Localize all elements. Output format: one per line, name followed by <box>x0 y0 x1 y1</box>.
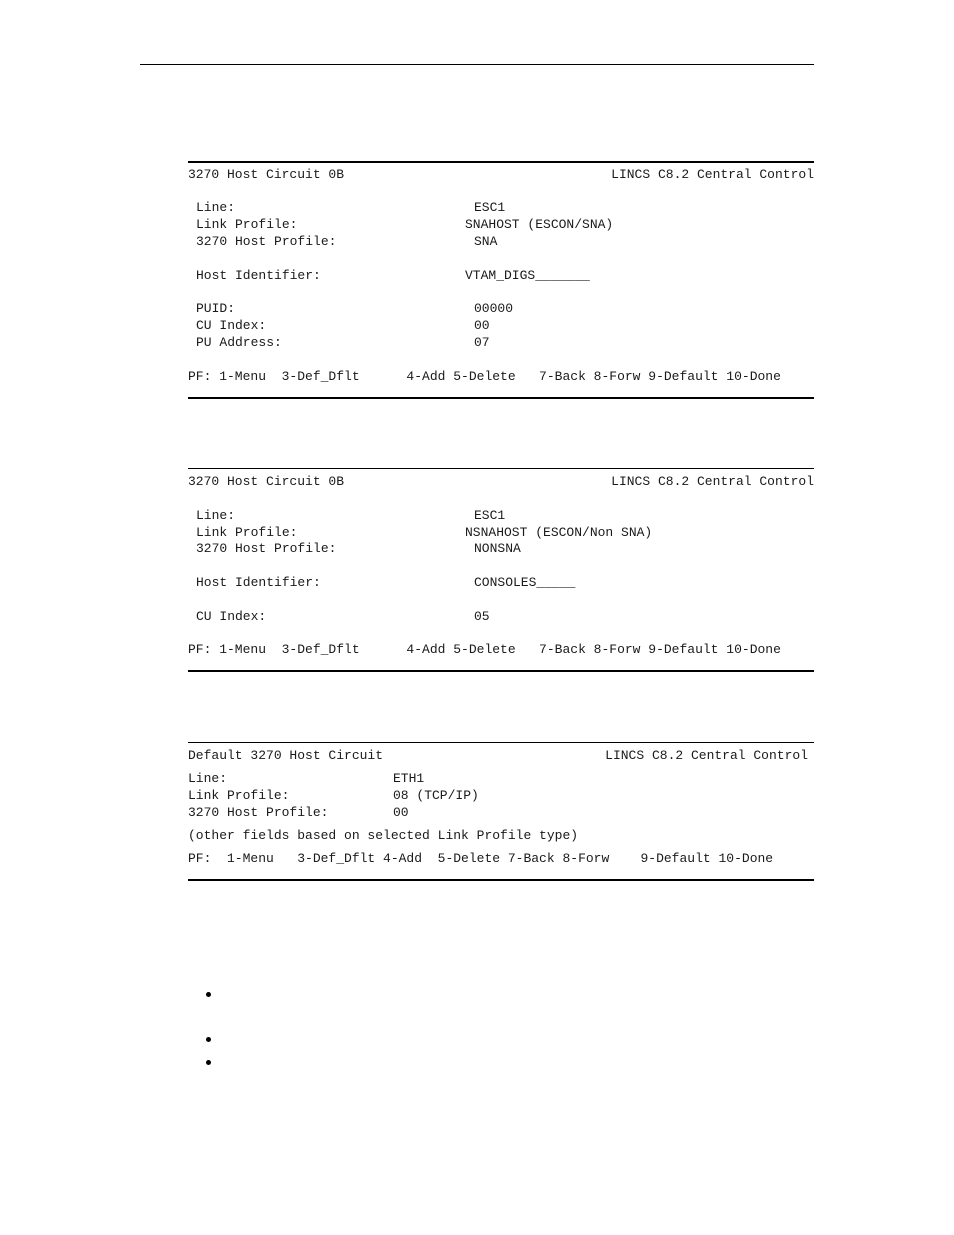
host-identifier-label: Host Identifier: <box>196 268 321 283</box>
host-identifier-field[interactable]: VTAM_DIGS_______ <box>465 268 590 283</box>
panel-top-rule <box>188 742 814 743</box>
page-header-rule <box>140 64 814 65</box>
puid-label: PUID: <box>196 301 236 316</box>
host-profile-value: 00 <box>393 805 409 820</box>
host-profile-value: SNA <box>474 234 498 249</box>
host-identifier-field[interactable]: CONSOLES_____ <box>474 575 576 590</box>
pf-key-bar: PF: 1-Menu 3-Def_Dflt 4-Add 5-Delete 7-Back 8-Forw 9-Default 10-Done <box>188 642 781 657</box>
pf-key-bar: PF: 1-Menu 3-Def_Dflt 4-Add 5-Delete 7-Back 8-Forw 9-Default 10-Done <box>188 369 781 384</box>
link-profile-value: 08 (TCP/IP) <box>393 788 479 803</box>
host-profile-label: 3270 Host Profile: <box>188 805 329 820</box>
note-text: (other fields based on selected Link Profile type) <box>188 828 579 843</box>
screen-title: 3270 Host Circuit 0B <box>188 474 345 489</box>
panel-top-rule <box>188 468 814 469</box>
panel-bottom-rule <box>188 670 814 672</box>
cu-index-field[interactable]: 00 <box>474 318 490 333</box>
host-profile-label: 3270 Host Profile: <box>196 541 337 556</box>
screen-header-right: LINCS C8.2 Central Control <box>611 474 814 489</box>
line-label: Line: <box>196 200 236 215</box>
panel-bottom-rule <box>188 879 814 881</box>
host-identifier-label: Host Identifier: <box>196 575 321 590</box>
screen-header-right: LINCS C8.2 Central Control <box>605 748 808 763</box>
link-profile-label: Link Profile: <box>196 217 298 232</box>
pf-key-bar: PF: 1-Menu 3-Def_Dflt 4-Add 5-Delete 7-Back 8-Forw 9-Default 10-Done <box>188 851 774 866</box>
cu-index-label: CU Index: <box>196 318 267 333</box>
line-label: Line: <box>188 771 228 786</box>
cu-index-label: CU Index: <box>196 609 267 624</box>
screen-title: Default 3270 Host Circuit <box>188 748 384 763</box>
bullet-marker <box>206 992 211 997</box>
puid-field[interactable]: 00000 <box>474 301 514 316</box>
link-profile-value: SNAHOST (ESCON/SNA) <box>465 217 614 232</box>
screen-header-right: LINCS C8.2 Central Control <box>611 167 814 182</box>
panel-bottom-rule <box>188 397 814 399</box>
link-profile-label: Link Profile: <box>188 788 290 803</box>
line-value: ETH1 <box>393 771 425 786</box>
panel-top-rule <box>188 161 814 163</box>
host-profile-value: NONSNA <box>474 541 521 556</box>
link-profile-value: NSNAHOST (ESCON/Non SNA) <box>465 525 653 540</box>
link-profile-label: Link Profile: <box>196 525 298 540</box>
cu-index-field[interactable]: 05 <box>474 609 490 624</box>
line-value: ESC1 <box>474 508 506 523</box>
screen-title: 3270 Host Circuit 0B <box>188 167 345 182</box>
pu-address-field[interactable]: 07 <box>474 335 490 350</box>
line-value: ESC1 <box>474 200 506 215</box>
pu-address-label: PU Address: <box>196 335 282 350</box>
host-profile-label: 3270 Host Profile: <box>196 234 337 249</box>
bullet-marker <box>206 1060 211 1065</box>
line-label: Line: <box>196 508 236 523</box>
bullet-marker <box>206 1037 211 1042</box>
